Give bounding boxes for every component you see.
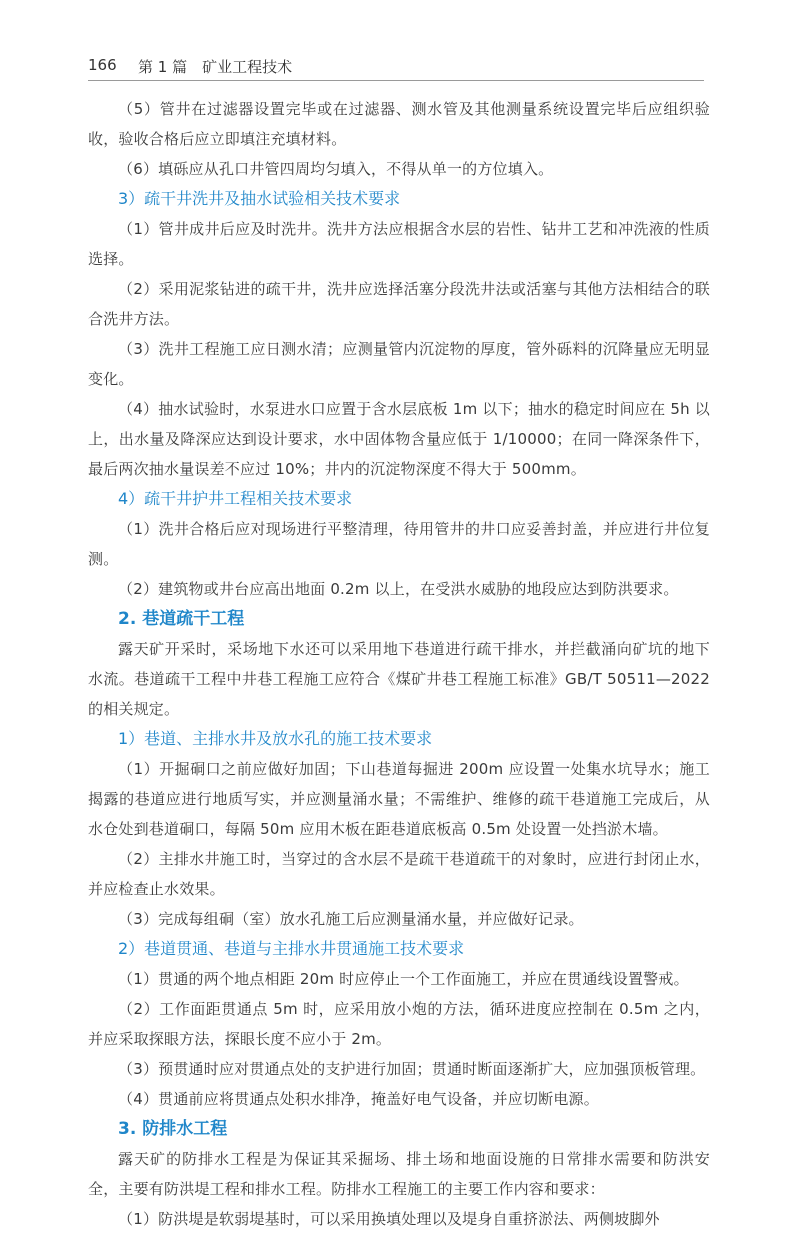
page-body	[88, 94, 710, 1234]
paragraph: （2）建筑物或井台应高出地面 0.2m 以上，在受洪水威胁的地段应达到防洪要求。	[118, 580, 679, 598]
chapter-title: 第 1 篇 矿业工程技术	[138, 58, 293, 76]
paragraph: （6）填砾应从孔口井管四周均匀填入，不得从单一的方位填入。	[118, 160, 554, 178]
paragraph: （5）管井在过滤器设置完毕或在过滤器、测水管及其他测量系统设置完毕后应组织验收，验收合格后应立即填注充填材料。	[88, 100, 710, 148]
paragraph: （2）采用泥浆钻进的疏干井，洗井应选择活塞分段洗井法或活塞与其他方法相结合的联合洗井方法。	[88, 280, 710, 328]
section-heading: 3. 防排水工程	[118, 1119, 228, 1139]
subsection-heading: 3）疏干井洗井及抽水试验相关技术要求	[118, 189, 401, 208]
paragraph: （3）预贯通时应对贯通点处的支护进行加固；贯通时断面逐渐扩大，应加强顶板管理。	[118, 1060, 706, 1078]
page-number: 166	[88, 56, 117, 74]
paragraph: （1）贯通的两个地点相距 20m 时应停止一个工作面施工，并应在贯通线设置警戒。	[118, 970, 689, 988]
paragraph: 露天矿开采时，采场地下水还可以采用地下巷道进行疏干排水，并拦截涌向矿坑的地下水流。巷道疏干工程中井巷工程施工应符合《煤矿井巷工程施工标准》GB/T 50511—2022 的相关规定。	[88, 640, 710, 718]
paragraph: （4）抽水试验时，水泵进水口应置于含水层底板 1m 以下；抽水的稳定时间应在 5h 以上，出水量及降深应达到设计要求，水中固体物含量应低于 1/10000；在同一降深条件下，最后两次抽水量误差不应过 10%；井内的沉淀物深度不得大于 500mm。	[88, 400, 710, 478]
paragraph: （3）洗井工程施工应日测水清；应测量管内沉淀物的厚度，管外砾料的沉降量应无明显变化。	[88, 340, 710, 388]
paragraph: （2）主排水井施工时，当穿过的含水层不是疏干巷道疏干的对象时，应进行封闭止水，并应检查止水效果。	[88, 850, 710, 898]
paragraph: （1）开掘硐口之前应做好加固；下山巷道每掘进 200m 应设置一处集水坑导水；施工揭露的巷道应进行地质写实，并应测量涌水量；不需维护、维修的疏干巷道施工完成后，从水仓处到巷道硐口，每隔 50m 应用木板在距巷道底板高 0.5m 处设置一处挡淤木墙。	[88, 760, 710, 838]
paragraph: （4）贯通前应将贯通点处积水排净，掩盖好电气设备，并应切断电源。	[118, 1090, 599, 1108]
paragraph: （2）工作面距贯通点 5m 时，应采用放小炮的方法，循环进度应控制在 0.5m 之内，并应采取探眼方法，探眼长度不应小于 2m。	[88, 1000, 710, 1048]
header-rule	[88, 80, 704, 81]
paragraph: （1）洗井合格后应对现场进行平整清理，待用管井的井口应妥善封盖，并应进行井位复测。	[88, 520, 710, 568]
paragraph: （1）防洪堤是软弱堤基时，可以采用换填处理以及堤身自重挤淤法、两侧坡脚外	[118, 1210, 660, 1228]
section-heading: 2. 巷道疏干工程	[118, 609, 245, 629]
paragraph: （3）完成每组硐（室）放水孔施工后应测量涌水量，并应做好记录。	[118, 910, 584, 928]
subsection-heading: 1）巷道、主排水井及放水孔的施工技术要求	[118, 729, 433, 748]
paragraph: 露天矿的防排水工程是为保证其采掘场、排土场和地面设施的日常排水需要和防洪安全，主要有防洪堤工程和排水工程。防排水工程施工的主要工作内容和要求：	[88, 1150, 710, 1198]
subsection-heading: 4）疏干井护井工程相关技术要求	[118, 489, 353, 508]
subsection-heading: 2）巷道贯通、巷道与主排水井贯通施工技术要求	[118, 939, 465, 958]
paragraph: （1）管井成井后应及时洗井。洗井方法应根据含水层的岩性、钻井工艺和冲洗液的性质选择。	[88, 220, 710, 268]
page-header	[88, 52, 704, 78]
